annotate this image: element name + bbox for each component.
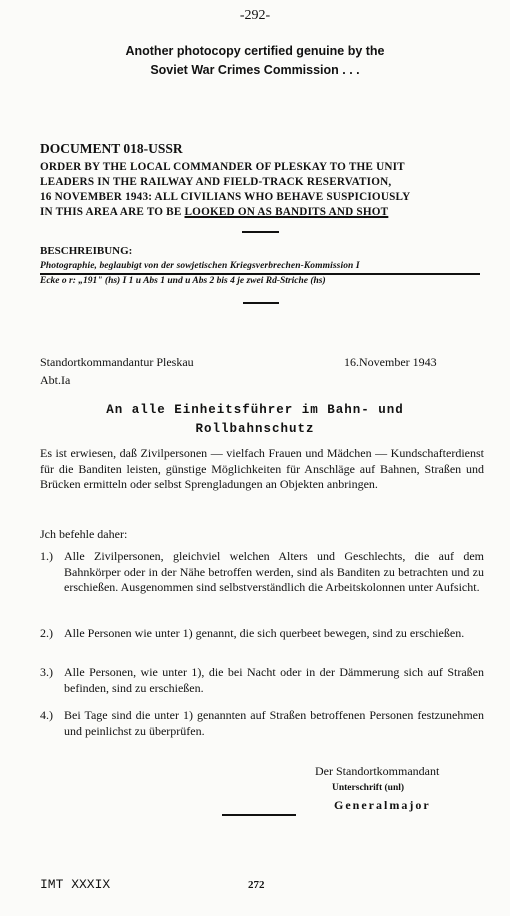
- heading-line-4: [40, 205, 495, 220]
- certification-line-2: Soviet War Crimes Commission . . .: [150, 63, 360, 77]
- order-item: [40, 708, 484, 739]
- heading-line-3: 16 NOVEMBER 1943: ALL CIVILIANS WHO BEHAVE SUSPICIOUSLY: [40, 191, 411, 203]
- footer-page-number: 272: [248, 879, 265, 891]
- address-line-2: Rollbahnschutz: [195, 422, 315, 436]
- page-number: -292-: [239, 8, 271, 23]
- letter-intro-paragraph: Es ist erwiesen, daß Zivilpersonen — vielfach Frauen und Mädchen — Kundschafterdienst für die Banditen leisten, günstige Möglichkeiten für Anschläge auf Bahnen, Straßen und Brücken ermitteln oder selbst Sprengladungen an Objekten anbringen.: [40, 446, 484, 492]
- certification-note: [0, 42, 510, 80]
- address-line-1: An alle Einheitsführer im Bahn- und: [106, 403, 404, 417]
- divider-rule-2: [243, 302, 279, 304]
- order-number: 1.): [40, 549, 53, 563]
- signature-note: Unterschrift (unl): [332, 783, 405, 793]
- letter-sender: Standortkommandantur Pleskau: [40, 355, 194, 369]
- certification-line-1: Another photocopy certified genuine by the: [125, 44, 385, 58]
- heading-underlined-phrase: LOOKED ON AS BANDITS AND SHOT: [184, 206, 389, 218]
- description-line-2: Ecke o r: „191" (hs) I 1 u Abs 1 und u Abs 2 bis 4 je zwei Rd-Striche (hs): [40, 276, 326, 286]
- letter-address: [0, 401, 510, 439]
- letter-department: Abt.Ia: [40, 373, 71, 387]
- order-item: [40, 626, 484, 642]
- document-heading: [40, 160, 495, 220]
- order-text: Alle Personen wie unter 1) genannt, die sich querbeet bewegen, sind zu erschießen.: [64, 626, 465, 640]
- order-text: Alle Zivilpersonen, gleichviel welchen Alters und Geschlechts, die auf dem Bahnkörper oder in der Nähe betroffen werden, sind als Banditen zu betrachten und zu erschießen. Ausgenommen sind selbstverständlich die Arbeitskolonnen unter Aufsicht.: [64, 549, 484, 595]
- order-intro: Jch befehle daher:: [40, 527, 128, 541]
- heading-line-1: ORDER BY THE LOCAL COMMANDER OF PLESKAY TO THE UNIT: [40, 161, 405, 173]
- signature-rank: Generalmajor: [334, 798, 431, 812]
- order-item: [40, 665, 484, 696]
- description-underline: [40, 273, 480, 275]
- letter-date: 16.November 1943: [344, 355, 437, 369]
- heading-line-2: LEADERS IN THE RAILWAY AND FIELD-TRACK RESERVATION,: [40, 176, 392, 188]
- footer-volume: IMT XXXIX: [40, 877, 111, 892]
- order-text: Bei Tage sind die unter 1) genannten auf Straßen betroffenen Personen festzunehmen und peinlichst zu überprüfen.: [64, 708, 484, 738]
- order-text: Alle Personen, wie unter 1), die bei Nacht oder in der Dämmerung sich auf Straßen befinden, sind zu erschießen.: [64, 665, 484, 695]
- order-number: 3.): [40, 665, 53, 679]
- heading-line-4-start: IN THIS AREA ARE TO BE: [40, 206, 185, 218]
- description-line-1: Photographie, beglaubigt von der sowjetischen Kriegsverbrechen-Kommission I: [40, 261, 360, 271]
- order-number: 4.): [40, 708, 53, 722]
- divider-rule-3: [222, 814, 296, 816]
- signature-title: Der Standortkommandant: [315, 764, 440, 778]
- document-title: DOCUMENT 018-USSR: [40, 141, 183, 156]
- order-number: 2.): [40, 626, 53, 640]
- divider-rule-1: [242, 231, 279, 233]
- order-item: [40, 549, 484, 596]
- description-label: BESCHREIBUNG:: [40, 245, 133, 257]
